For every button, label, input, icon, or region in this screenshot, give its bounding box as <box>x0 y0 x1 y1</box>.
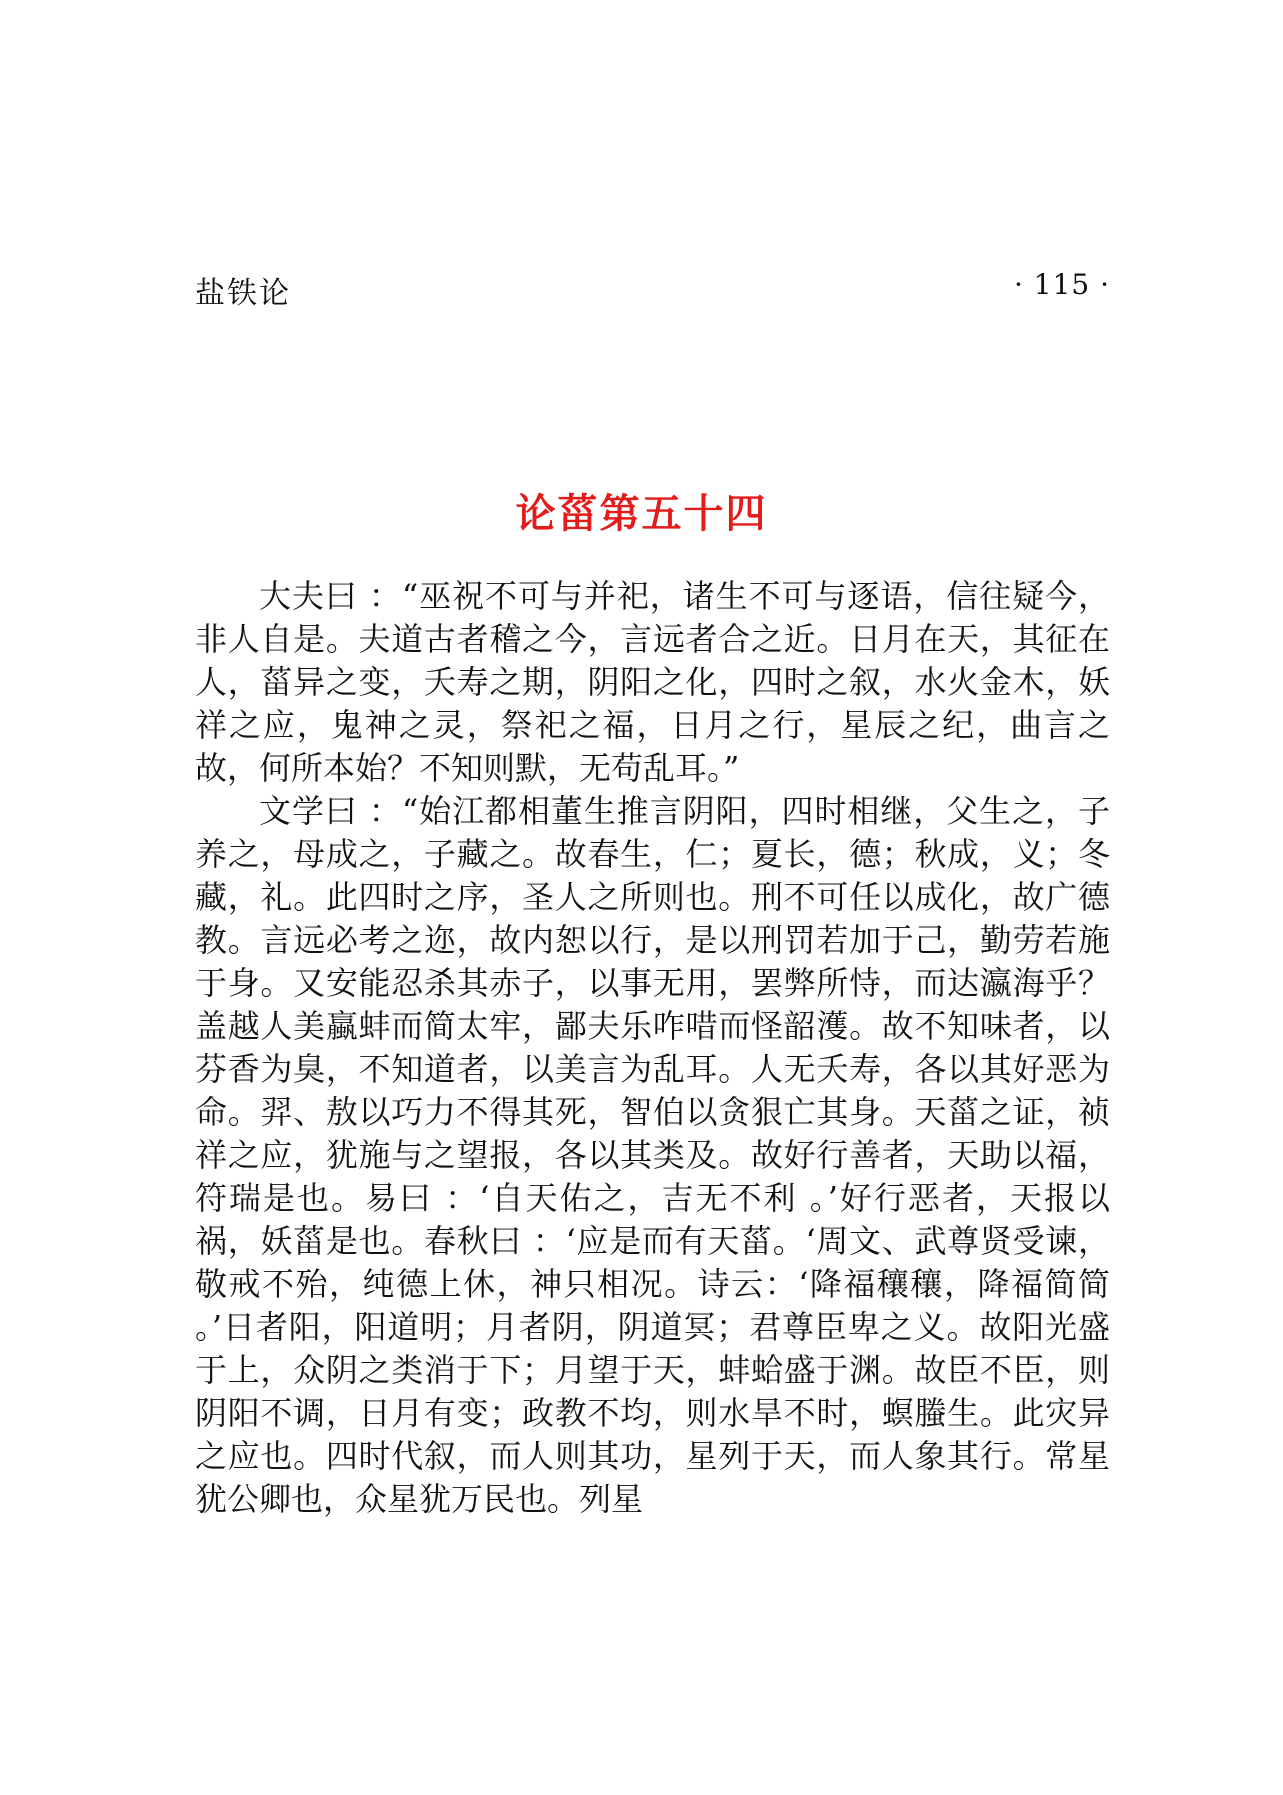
paragraph-wenxue: 文学曰 ：“始江都相董生推言阴阳，四时相继，父生之，子养之，母成之，子藏之。故春生，仁；夏长，德；秋成，义；冬藏，礼。此四时之序，圣人之所则也。刑不可任以成化，故广德教。言远必考之迩，故内恕以行，是以刑罚若加于己，勤劳若施于身。又安能忍杀其赤子，以事无用，罢弊所恃，而达瀛海乎？盖越人美蠃蚌而简太牢，鄙夫乐咋唶而怪韶濩。故不知味者，以芬香为臭，不知道者，以美言为乱耳。人无夭寿，各以其好恶为命。羿、敖以巧力不得其死，智伯以贪狠亡其身。天菑之证，祯祥之应，犹施与之望报，各以其类及。故好行善者，天助以福，符瑞是也。易曰 ：‘自天佑之，吉无不利 。’好行恶者，天报以祸，妖菑是也。春秋曰 ：‘应是而有天菑。‘周文、武尊贤受谏，敬戒不殆，纯德上休，神只相况。诗云：‘降福穰穰，降福简简 。’日者阳，阳道明；月者阴，阴道冥；君尊臣卑之义。故阳光盛于上，众阴之类消于下；月望于天，蚌蛤盛于渊。故臣不臣，则阴阳不调，日月有变；政教不均，则水旱不时，螟螣生。此灾异之应也。四时代叙，而人则其功，星列于天，而人象其行。常星犹公卿也，众星犹万民也。列星 <box>195 792 1110 1518</box>
page-number: · 115 · <box>1013 268 1110 301</box>
paragraph-dafu: 大夫曰 ：“巫祝不可与并祀，诸生不可与逐语，信往疑今，非人自是。夫道古者稽之今，言远者合之近。日月在天，其征在人，菑异之变，夭寿之期，阴阳之化，四时之叙，水火金木，妖祥之应，鬼神之灵，祭祀之福，日月之行，星辰之纪，曲言之故，何所本始？不知则默，无苟乱耳。” <box>195 577 1110 787</box>
book-title: 盐铁论 <box>195 276 291 311</box>
body-text <box>195 575 1110 1521</box>
running-head <box>195 268 1110 311</box>
chapter-title: 论菑第五十四 <box>515 490 768 537</box>
